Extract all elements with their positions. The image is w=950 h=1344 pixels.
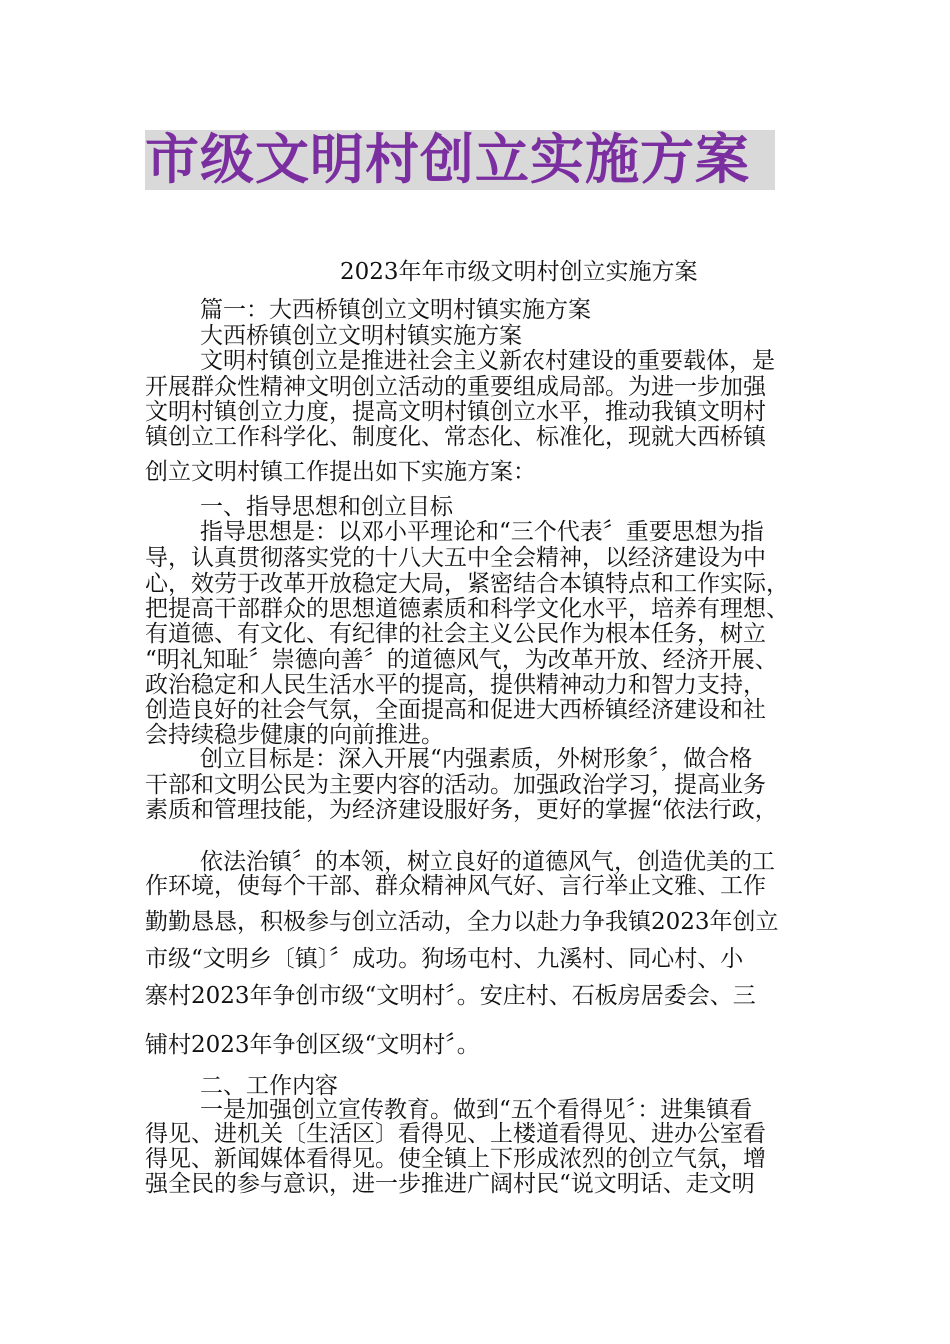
paragraph-line: “明礼知耻〞崇德向善〞的道德风气，为改革开放、经济开展、 (145, 647, 778, 673)
section-heading: 篇一：大西桥镇创立文明村镇实施方案 (200, 297, 591, 323)
paragraph-line: 指导思想是：以邓小平理论和“三个代表〞重要思想为指 (200, 519, 764, 545)
paragraph-line: 创造良好的社会气氛，全面提高和促进大西桥镇经济建设和社 (145, 697, 766, 723)
paragraph-line: 文明村镇创立力度，提高文明村镇创立水平，推动我镇文明村 (145, 399, 766, 425)
paragraph-line: 一是加强创立宣传教育。做到“五个看得见〞：进集镇看 (200, 1097, 753, 1123)
paragraph-line: 心，效劳于改革开放稳定大局，紧密结合本镇特点和工作实际， (145, 571, 789, 597)
paragraph-line: 干部和文明公民为主要内容的活动。加强政治学习，提高业务 (145, 772, 766, 798)
paragraph-line: 会持续稳步健康的向前推进。 (145, 722, 444, 748)
section-heading: 一、指导思想和创立目标 (200, 494, 453, 520)
paragraph-line: 创立文明村镇工作提出如下实施方案： (145, 459, 536, 485)
paragraph-line: 得见、新闻媒体看得见。使全镇上下形成浓烈的创立气氛，增 (145, 1146, 766, 1172)
paragraph-line: 作环境，使每个干部、群众精神风气好、言行举止文雅、工作 (145, 873, 766, 899)
paragraph-line: 勤勤恳恳，积极参与创立活动，全力以赴力争我镇2023年创立 (145, 909, 779, 935)
paragraph-line: 开展群众性精神文明创立活动的重要组成局部。为进一步加强 (145, 374, 766, 400)
paragraph-line: 把提高干部群众的思想道德素质和科学文化水平，培养有理想、 (145, 596, 789, 622)
paragraph-line: 政治稳定和人民生活水平的提高，提供精神动力和智力支持， (145, 672, 766, 698)
paragraph-line: 大西桥镇创立文明村镇实施方案 (200, 323, 522, 349)
title-highlight (145, 130, 775, 190)
document-title: 市级文明村创立实施方案 (145, 128, 750, 191)
paragraph-line: 素质和管理技能，为经济建设服好务，更好的掌握“依法行政， (145, 797, 778, 823)
paragraph-line: 强全民的参与意识，进一步推进广阔村民“说文明话、走文明 (145, 1171, 755, 1197)
paragraph-line: 镇创立工作科学化、制度化、常态化、标准化，现就大西桥镇 (145, 424, 766, 450)
paragraph-line: 文明村镇创立是推进社会主义新农村建设的重要载体，是 (200, 348, 775, 374)
document-subtitle: 2023年年市级文明村创立实施方案 (340, 259, 698, 285)
paragraph-line: 市级“文明乡〔镇〕〞成功。狗场屯村、九溪村、同心村、小 (145, 946, 744, 972)
paragraph-line: 有道德、有文化、有纪律的社会主义公民作为根本任务，树立 (145, 621, 766, 647)
paragraph-line: 寨村2023年争创市级“文明村〞。安庄村、石板房居委会、三 (145, 983, 756, 1009)
paragraph-line: 创立目标是：深入开展“内强素质，外树形象〞，做合格 (200, 746, 753, 772)
paragraph-line: 依法治镇〞的本领，树立良好的道德风气，创造优美的工 (200, 849, 775, 875)
section-heading: 二、工作内容 (200, 1073, 338, 1099)
paragraph-line: 得见、进机关〔生活区〕看得见、上楼道看得见、进办公室看 (145, 1121, 766, 1147)
paragraph-line: 铺村2023年争创区级“文明村〞。 (145, 1032, 480, 1058)
paragraph-line: 导，认真贯彻落实党的十八大五中全会精神，以经济建设为中 (145, 545, 766, 571)
